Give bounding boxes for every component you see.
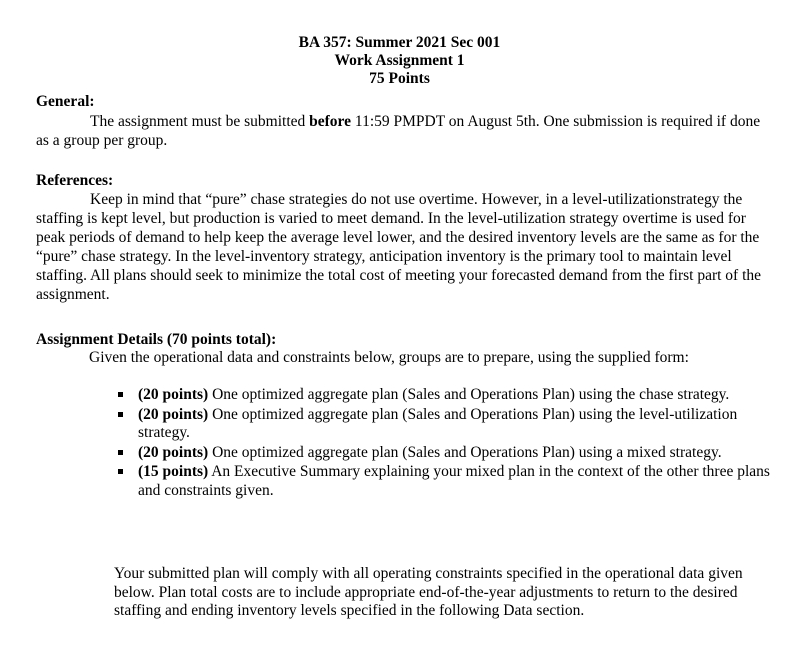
item-points: (15 points) — [138, 463, 209, 480]
assignment-details-intro: Given the operational data and constraints below, groups are to prepare, using the supplied form: — [89, 349, 689, 366]
bullet-icon — [118, 412, 123, 417]
list-item — [118, 406, 778, 443]
bullet-icon — [118, 392, 123, 397]
item-points: (20 points) — [138, 443, 209, 461]
bullet-icon — [118, 469, 123, 474]
list-item — [118, 444, 778, 463]
general-heading: General: — [36, 93, 95, 110]
closing-paragraph: Your submitted plan will comply with all operating constraints specified in the operational data given below. Plan total costs are to include appropriate end-of-the-year adjustments to return to the desired staffing and ending inventory levels specified in the following Data section. — [114, 565, 743, 619]
general-paragraph — [36, 112, 771, 150]
course-title: BA 357: Summer 2021 Sec 001 — [298, 34, 501, 51]
assignment-items-list — [118, 386, 778, 500]
item-text: One optimized aggregate plan (Sales and Operations Plan) using a mixed strategy. — [208, 443, 722, 461]
general-bold-word: before — [309, 113, 352, 130]
general-text-after: 11:59 PMPDT on August 5th. One submission is required if done as a group per group. — [36, 113, 761, 149]
bullet-icon — [118, 450, 123, 455]
assignment-title: Work Assignment 1 — [334, 52, 465, 69]
item-text: One optimized aggregate plan (Sales and Operations Plan) using the chase strategy. — [208, 386, 730, 403]
list-item — [118, 463, 778, 500]
item-text: One optimized aggregate plan (Sales and Operations Plan) using the level-utilization strategy. — [138, 405, 738, 441]
references-heading: References: — [36, 172, 114, 189]
general-text-before: The assignment must be submitted — [90, 113, 310, 130]
item-points: (20 points) — [138, 386, 209, 403]
list-item — [118, 386, 778, 405]
document-header — [0, 34, 799, 88]
references-paragraph — [36, 190, 771, 304]
points-total: 75 Points — [369, 70, 430, 87]
assignment-details-heading: Assignment Details (70 points total): — [36, 331, 277, 348]
references-text: Keep in mind that “pure” chase strategies do not use overtime. However, in a level-utilizationstrategy the staffing is kept level, but production is varied to meet demand. In the level-utilization strategy overtime is used for peak periods of demand to help keep the average level lower, and the desired inventory levels are the same as for the “pure” chase strategy. In the level-inventory strategy, anticipation inventory is the primary tool to maintain level staffing. All plans should seek to minimize the total cost of meeting your forecasted demand from the first part of the assignment. — [36, 191, 762, 303]
item-points: (20 points) — [138, 405, 209, 423]
item-text: An Executive Summary explaining your mixed plan in the context of the other three plans and constraints given. — [138, 463, 770, 499]
